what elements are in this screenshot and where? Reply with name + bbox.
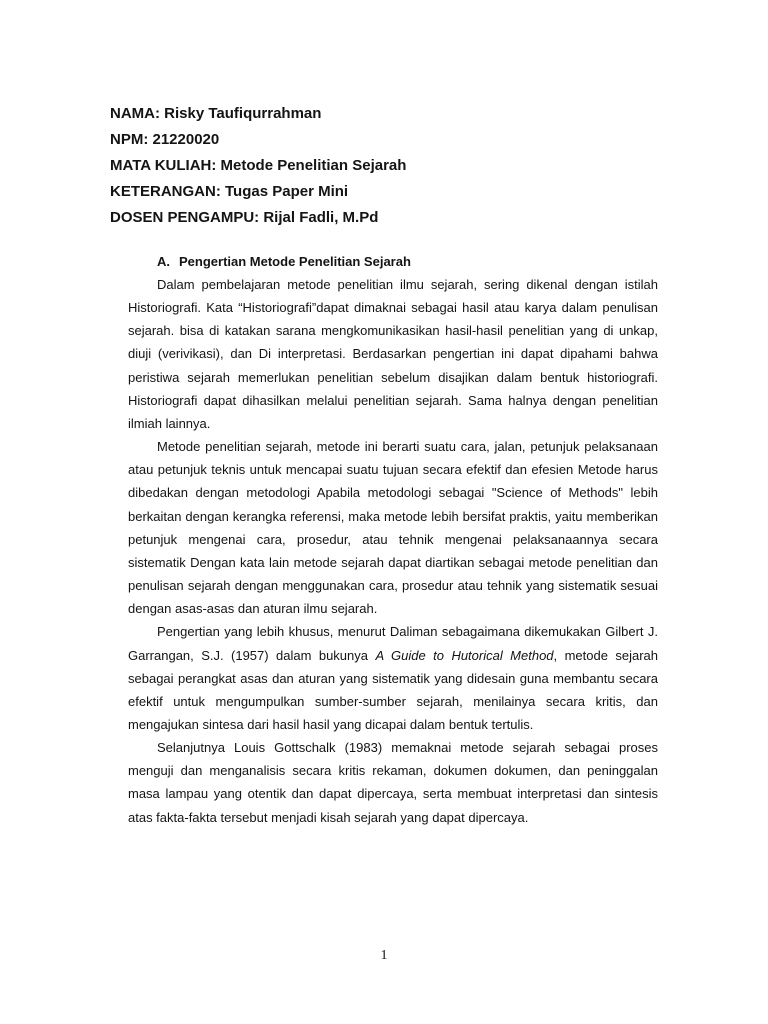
student-name: NAMA: Risky Taufiqurrahman — [110, 105, 322, 122]
paragraph-metode-penelitian: Metode penelitian sejarah, metode ini berarti suatu cara, jalan, petunjuk pelaksanaan atau petunjuk teknis untuk mencapai suatu tujuan secara efektif dan efesien Metode harus dibedakan dengan metodologi Apabila metodologi sebagai "Science of Methods" lebih berkaitan dengan kerangka referensi, maka metode lebih bersifat praktis, yaitu memberikan petunjuk mengenai cara, prosedur, atau tehnik mengenai pelaksanaannya secara sistematik Dengan kata lain metode sejarah dapat diartikan sebagai metode penelitian dan penulisan sejarah dengan menggunakan cara, prosedur atau tehnik yang sistematik sesuai dengan asas-asas dan aturan ilmu sejarah. — [128, 439, 658, 617]
section-heading — [157, 252, 411, 272]
section-letter: A. — [157, 254, 170, 269]
lecturer-name: DOSEN PENGAMPU: Rijal Fadli, M.Pd — [110, 209, 379, 226]
paragraph-text: , metode sejarah sebagai perangkat asas dan aturan yang sistematik yang didesain guna membantu secara efektif untuk mengumpulkan sumber-sumber sejarah, menilainya secara kritis, dan mengajukan sintesa dari hasil hasil yang dicapai dalam bentuk tertulis. — [128, 647, 658, 732]
assignment-description: KETERANGAN: Tugas Paper Mini — [110, 183, 349, 200]
page-number: 1 — [380, 948, 388, 963]
paragraph-text: Pengertian yang lebih khusus, menurut Daliman sebagaimana dikemukakan Gilbert J. Garrangan, S.J. (1957) dalam bukunya — [128, 624, 658, 663]
paragraph-pengertian-khusus — [128, 620, 658, 736]
section-title: Pengertian Metode Penelitian Sejarah — [179, 254, 411, 269]
student-npm: NPM: 21220020 — [110, 131, 220, 148]
student-info-header — [110, 101, 670, 231]
book-title: A Guide to Hutorical Method — [375, 647, 554, 663]
body-text — [128, 273, 658, 829]
course-name: MATA KULIAH: Metode Penelitian Sejarah — [110, 157, 407, 174]
paragraph-historiografi: Dalam pembelajaran metode penelitian ilmu sejarah, sering dikenal dengan istilah Historiografi. Kata “Historiografi”dapat dimaknai sebagai hasil atau karya dalam penulisan sejarah. bisa di katakan sarana mengkomunikasikan hasil-hasil penelitian yang di unkap, diuji (verivikasi), dan Di interpretasi. Berdasarkan pengertian ini dapat dipahami bahwa peristiwa sejarah memerlukan penelitian sebelum disajikan dalam bentuk historiografi. Historiografi dapat dihasilkan melalui penelitian sejarah. Sama halnya dengan penelitian ilmiah lainnya. — [128, 277, 658, 431]
paragraph-gottschalk: Selanjutnya Louis Gottschalk (1983) memaknai metode sejarah sebagai proses menguji dan menganalisis secara kritis rekaman, dokumen dokumen, dan peninggalan masa lampau yang otentik dan dapat dipercaya, serta membuat interpretasi dan sintesis atas fakta-fakta tersebut menjadi kisah sejarah yang dapat dipercaya. — [128, 740, 658, 825]
